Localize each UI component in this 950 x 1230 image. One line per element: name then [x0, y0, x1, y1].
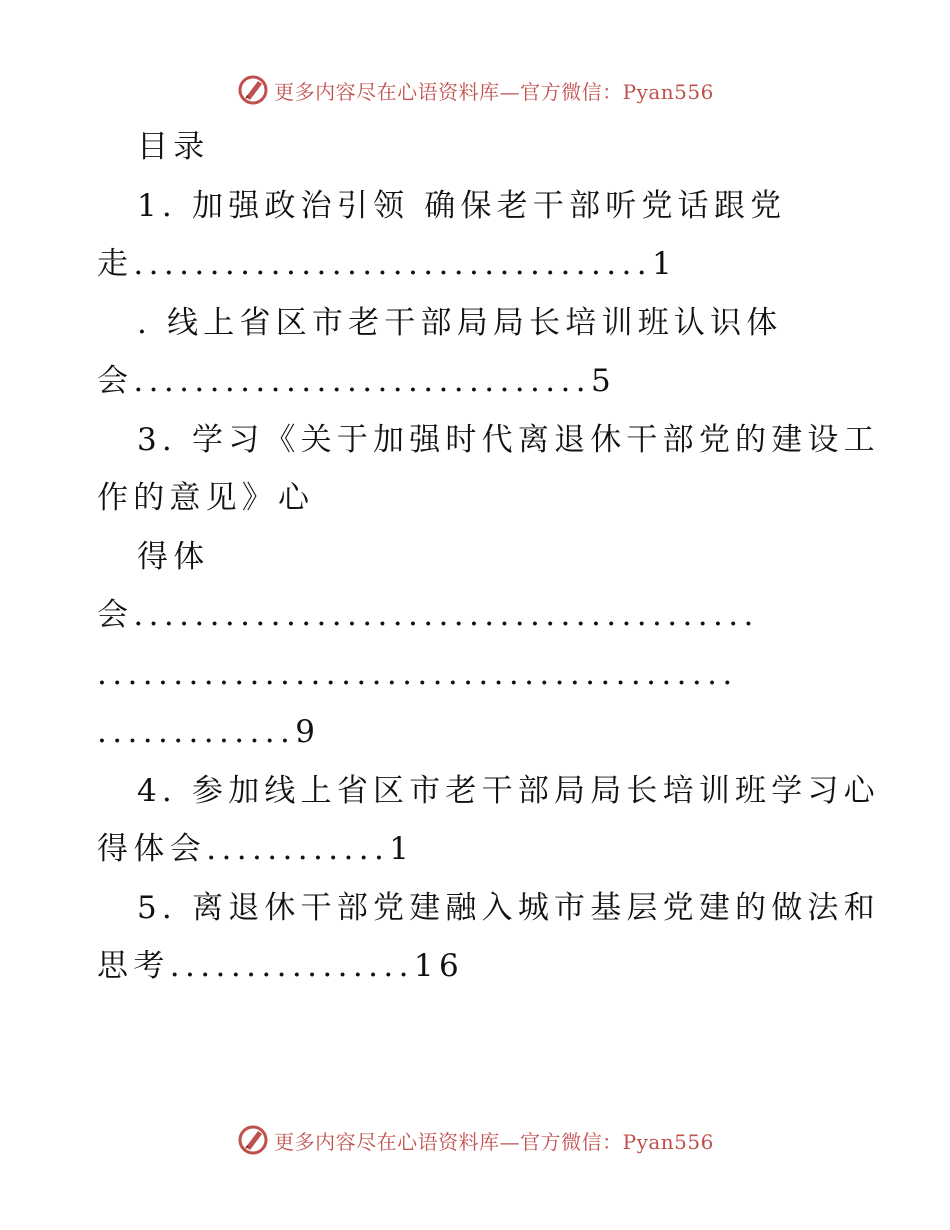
- toc-entry-4-line-1: 4. 参加线上省区市老干部局局长培训班学习心: [137, 772, 880, 809]
- toc-entry-3-line-2: 作的意见》心: [97, 480, 315, 516]
- header-watermark: [0, 70, 950, 110]
- watermark-text: 更多内容尽在心语资料库—官方微信：Pyan556: [274, 1129, 714, 1154]
- toc-entry-4-line-2: 得体会............1: [97, 831, 415, 867]
- toc-entry-3-line-5: ..........................................: [97, 655, 738, 692]
- pen-nib-logo-icon: [236, 1123, 270, 1157]
- toc-entry-3-line-4: 会.........................................: [97, 597, 759, 633]
- watermark-text: 更多内容尽在心语资料库—官方微信：Pyan556: [274, 79, 714, 104]
- toc-entry-1-line-2: 走..................................1: [97, 246, 678, 282]
- toc-entry-5-line-1: 5. 离退休干部党建融入城市基层党建的做法和: [137, 889, 880, 926]
- toc-entry-3-line-1: 3. 学习《关于加强时代离退休干部党的建设工: [137, 421, 880, 458]
- toc-entry-3-line-6: .............9: [97, 714, 321, 750]
- toc-entry-1-line-1: 1. 加强政治引领 确保老干部听党话跟党: [137, 187, 787, 224]
- toc-title: 目录: [137, 129, 210, 165]
- pen-nib-logo-icon: [236, 73, 270, 107]
- toc-entry-2-line-2: 会..............................5: [97, 363, 617, 399]
- toc-entry-5-line-2: 思考................16: [97, 948, 465, 984]
- toc-entry-2-line-1: . 线上省区市老干部局局长培训班认识体: [137, 304, 783, 341]
- table-of-contents: [97, 118, 880, 996]
- footer-watermark: [0, 1120, 950, 1160]
- toc-entry-3-line-3: 得体: [137, 538, 210, 575]
